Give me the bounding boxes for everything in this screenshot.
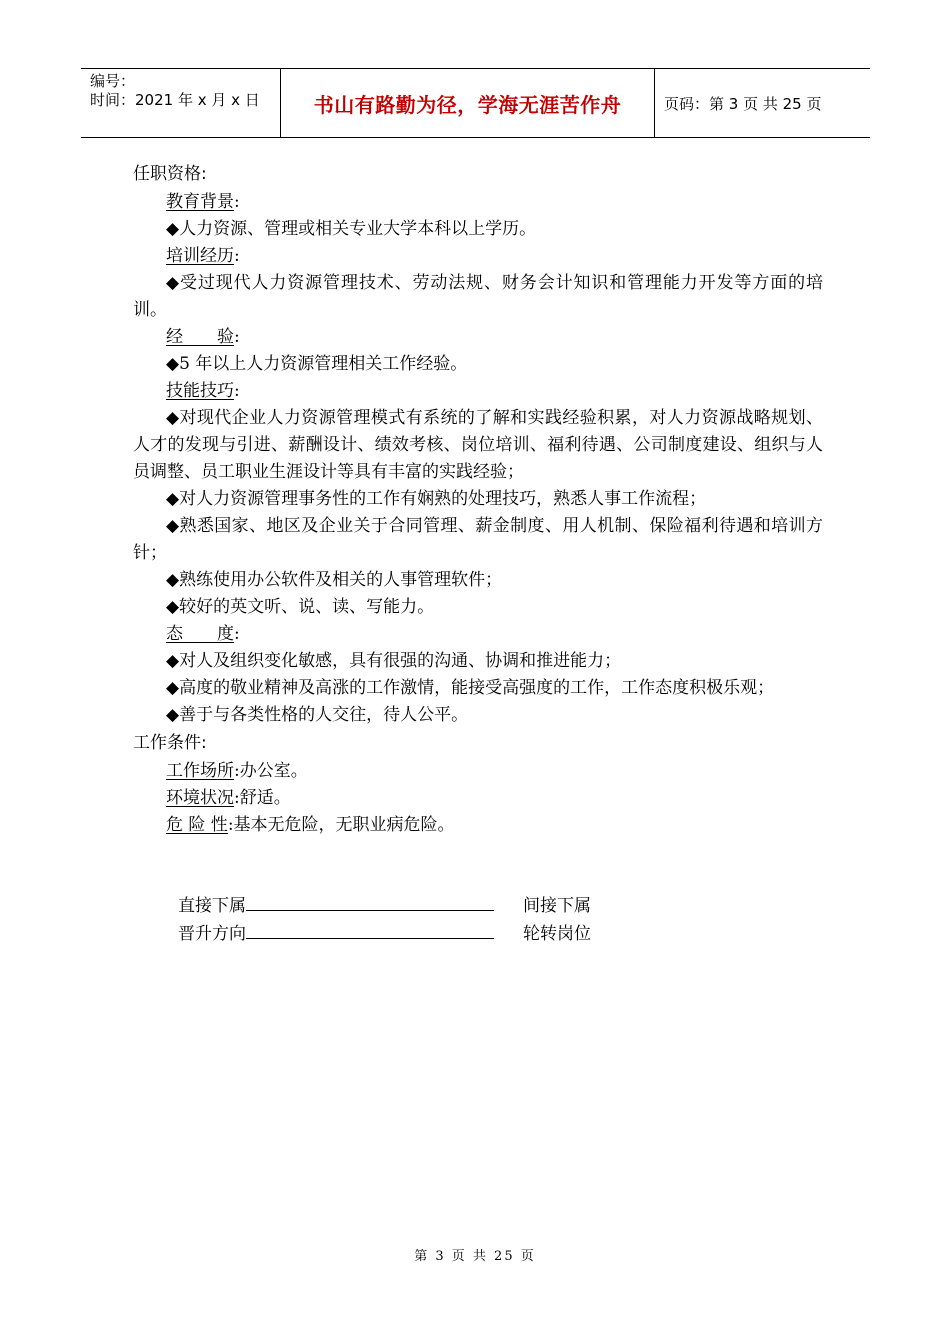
experience-item: ◆5 年以上人力资源管理相关工作经验。 xyxy=(166,354,468,374)
education-item: ◆人力资源、管理或相关专业大学本科以上学历。 xyxy=(166,219,537,239)
condition-workplace: 工作场所:办公室。 xyxy=(166,761,308,781)
relations-row-career xyxy=(178,920,591,948)
condition-environment: 环境状况:舒适。 xyxy=(166,788,291,808)
subheading-training: 培训经历: xyxy=(166,246,240,266)
section-title-qualifications: 任职资格: xyxy=(133,164,207,184)
skills-item: ◆熟悉国家、地区及企业关于合同管理、薪金制度、用人机制、保险福利待遇和培训方针； xyxy=(133,516,823,563)
subheading-education: 教育背景: xyxy=(166,192,240,212)
attitude-item: ◆善于与各类性格的人交往，待人公平。 xyxy=(166,705,469,725)
promotion-label: 晋升方向 xyxy=(178,924,246,944)
skills-item: ◆较好的英文听、说、读、写能力。 xyxy=(166,597,435,617)
direct-subordinate-label: 直接下属 xyxy=(178,896,246,916)
training-item: ◆受过现代人力资源管理技术、劳动法规、财务会计知识和管理能力开发等方面的培训。 xyxy=(133,273,823,320)
promotion-blank xyxy=(246,920,494,939)
skills-item: ◆对人力资源管理事务性的工作有娴熟的处理技巧，熟悉人事工作流程； xyxy=(166,489,707,509)
relations-row-subordinates xyxy=(178,892,591,920)
direct-subordinate-blank xyxy=(246,892,494,911)
header-page-label: 页码：第 3 页 共 25 页 xyxy=(664,94,822,113)
indirect-subordinate-label: 间接下属 xyxy=(523,896,591,916)
subheading-attitude: 态 度: xyxy=(166,624,240,644)
skills-item: ◆熟练使用办公软件及相关的人事管理软件； xyxy=(166,570,503,590)
subheading-experience: 经 验: xyxy=(166,327,240,347)
page-footer: 第 3 页 共 25 页 xyxy=(414,1249,536,1264)
condition-hazard: 危 险 性:基本无危险，无职业病危险。 xyxy=(166,815,455,835)
header-meta xyxy=(81,69,281,137)
attitude-item: ◆高度的敬业精神及高涨的工作激情，能接受高强度的工作，工作态度积极乐观； xyxy=(166,678,775,698)
page-header xyxy=(81,68,870,138)
header-motto: 书山有路勤为径，学海无涯苦作舟 xyxy=(281,69,655,137)
header-number-label: 编号： xyxy=(90,72,136,90)
header-time-label: 时间：2021 年 x 月 x 日 xyxy=(90,91,260,109)
skills-item: ◆对现代企业人力资源管理模式有系统的了解和实践经验积累，对人力资源战略规划、人才的发现与引进、薪酬设计、绩效考核、岗位培训、福利待遇、公司制度建设、组织与人员调整、员工职业生涯设计等具有丰富的实践经验； xyxy=(133,408,823,482)
section-title-conditions: 工作条件: xyxy=(133,733,207,753)
rotation-label: 轮转岗位 xyxy=(523,924,591,944)
subheading-skills: 技能技巧: xyxy=(166,381,240,401)
attitude-item: ◆对人及组织变化敏感，具有很强的沟通、协调和推进能力； xyxy=(166,651,622,671)
document-body xyxy=(133,160,823,839)
